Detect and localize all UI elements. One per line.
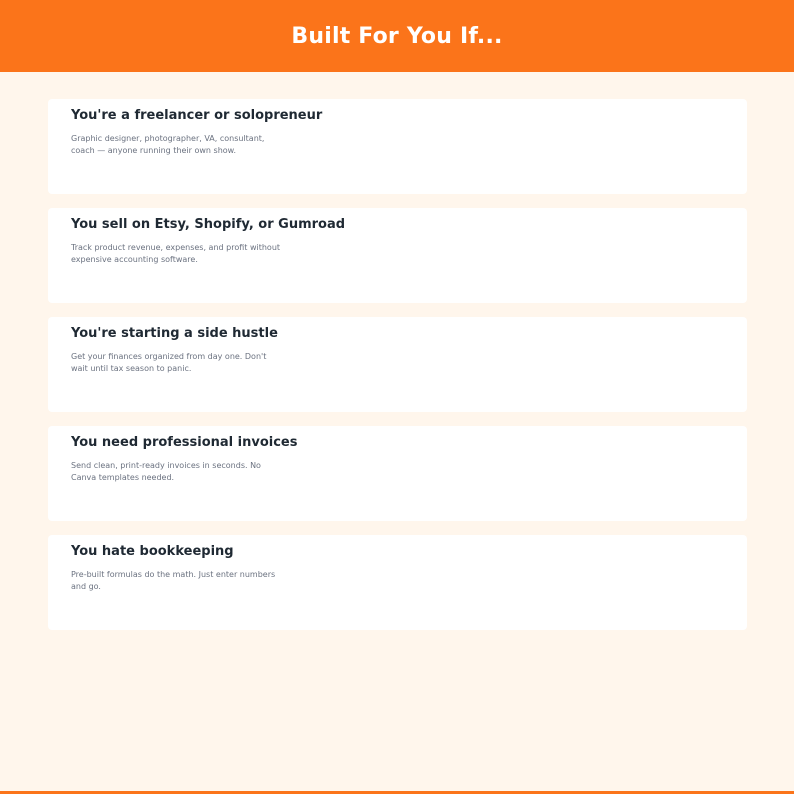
- card-title: You need professional invoices: [71, 435, 298, 450]
- audience-card-freelancer: [48, 99, 747, 194]
- audience-card-side-hustle: [48, 317, 747, 412]
- card-description: Pre-built formulas do the math. Just enter numbers and go.: [71, 570, 276, 591]
- card-description: Track product revenue, expenses, and profit without expensive accounting software.: [71, 243, 281, 264]
- card-description: Graphic designer, photographer, VA, consultant, coach — anyone running their own show.: [71, 134, 265, 155]
- card-title: You're starting a side hustle: [71, 326, 278, 341]
- page-title: Built For You If...: [291, 23, 503, 49]
- audience-card-invoices: [48, 426, 747, 521]
- audience-card-seller: [48, 208, 747, 303]
- card-title: You're a freelancer or solopreneur: [71, 108, 323, 123]
- card-description: Get your finances organized from day one. Don't wait until tax season to panic.: [71, 352, 267, 373]
- card-title: You hate bookkeeping: [71, 544, 234, 559]
- page-header: [0, 0, 794, 72]
- audience-card-list: [48, 99, 747, 644]
- card-title: You sell on Etsy, Shopify, or Gumroad: [71, 217, 346, 232]
- audience-card-bookkeeping: [48, 535, 747, 630]
- card-description: Send clean, print-ready invoices in seconds. No Canva templates needed.: [71, 461, 261, 482]
